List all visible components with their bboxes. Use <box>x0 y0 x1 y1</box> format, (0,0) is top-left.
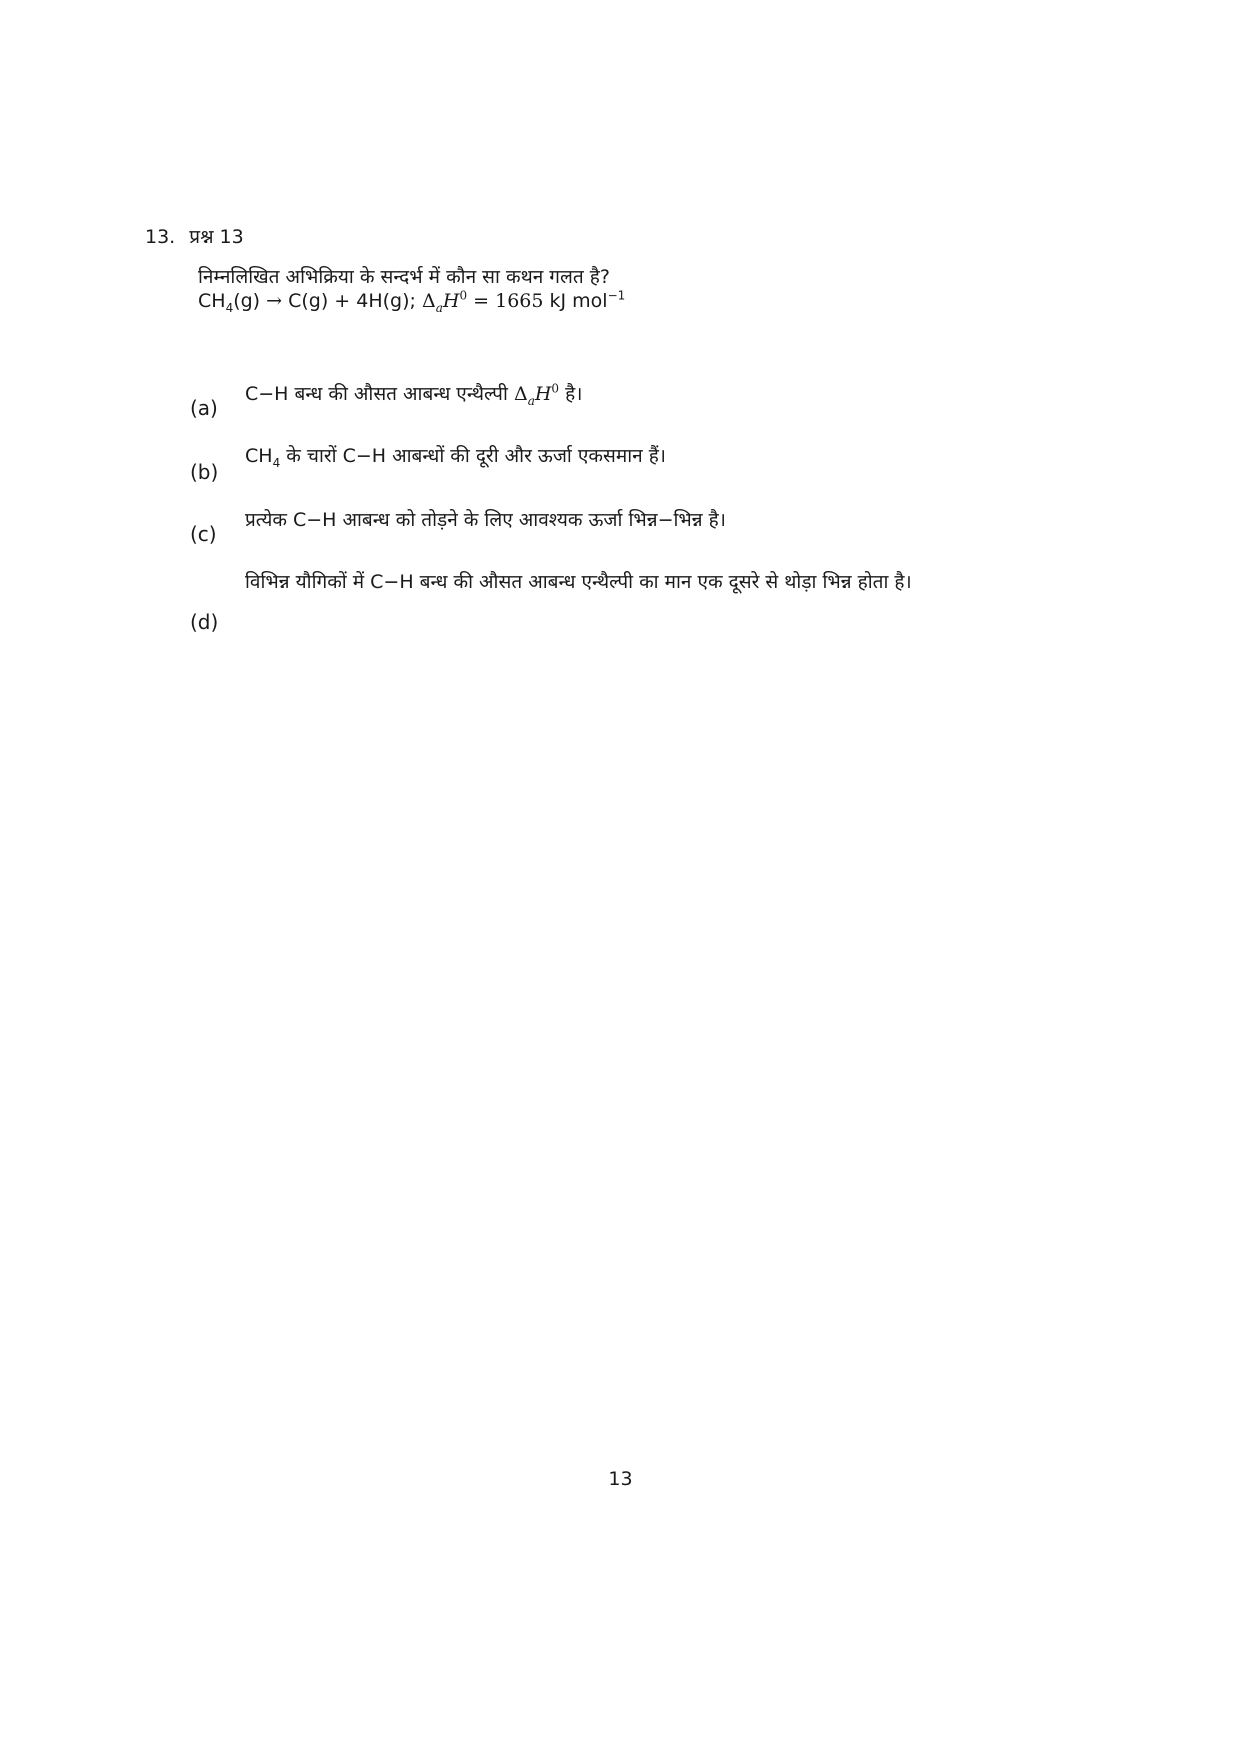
option-c-text[interactable]: प्रत्येक C−H आबन्ध को तोड़ने के लिए आवश्यक ऊर्जा भिन्न−भिन्न है। <box>245 509 726 531</box>
equation-delta: Δ <box>421 290 436 312</box>
equation-value: = 1665 <box>473 290 544 312</box>
equation-unit: kJ mol <box>549 290 608 312</box>
option-b-text-post: के चारों C−H आबन्धों की दूरी और ऊर्जा एकसमान हैं। <box>286 445 666 467</box>
option-a-text-post: है। <box>565 383 583 405</box>
option-a-label[interactable]: (a) <box>190 396 218 420</box>
reaction-equation <box>198 288 626 315</box>
equation-reactant: CH <box>198 290 226 312</box>
equation-unit-superscript: −1 <box>607 288 626 303</box>
option-d-text[interactable]: विभिन्न यौगिकों में C−H बन्ध की औसत आबन्ध एन्थैल्पी का मान एक दूसरे से थोड़ा भिन्न होता है। <box>245 571 912 593</box>
option-a-text-pre: C−H बन्ध की औसत आबन्ध एन्थैल्पी <box>245 383 508 405</box>
equation-reactant-subscript: 4 <box>225 300 234 315</box>
option-a-enthalpy-superscript: 0 <box>551 381 560 396</box>
question-stem: निम्नलिखित अभिक्रिया के सन्दर्भ में कौन सा कथन गलत है? <box>198 266 610 288</box>
option-a-text[interactable] <box>245 381 945 408</box>
equation-enthalpy-symbol: H <box>442 290 460 312</box>
question-number: 13. <box>145 226 176 248</box>
reaction-arrow: → <box>266 290 283 312</box>
equation-products: C(g) + 4H(g); <box>288 290 416 312</box>
equation-delta-subscript: a <box>435 300 443 315</box>
option-b-formula: CH <box>245 445 273 467</box>
option-d-label[interactable]: (d) <box>190 610 219 634</box>
equation-enthalpy-superscript: 0 <box>459 288 468 303</box>
option-a-enthalpy-symbol: H <box>534 383 552 405</box>
option-b-formula-subscript: 4 <box>272 455 281 470</box>
option-b-label[interactable]: (b) <box>190 460 219 484</box>
question-title: प्रश्न 13 <box>189 226 244 248</box>
option-a-delta: Δ <box>513 383 528 405</box>
option-b-text[interactable] <box>245 443 945 470</box>
option-a-delta-subscript: a <box>527 393 535 408</box>
option-c-label[interactable]: (c) <box>190 522 217 546</box>
page-number: 13 <box>608 1468 633 1490</box>
equation-reactant-state: (g) <box>233 290 261 312</box>
question-heading <box>145 223 244 249</box>
